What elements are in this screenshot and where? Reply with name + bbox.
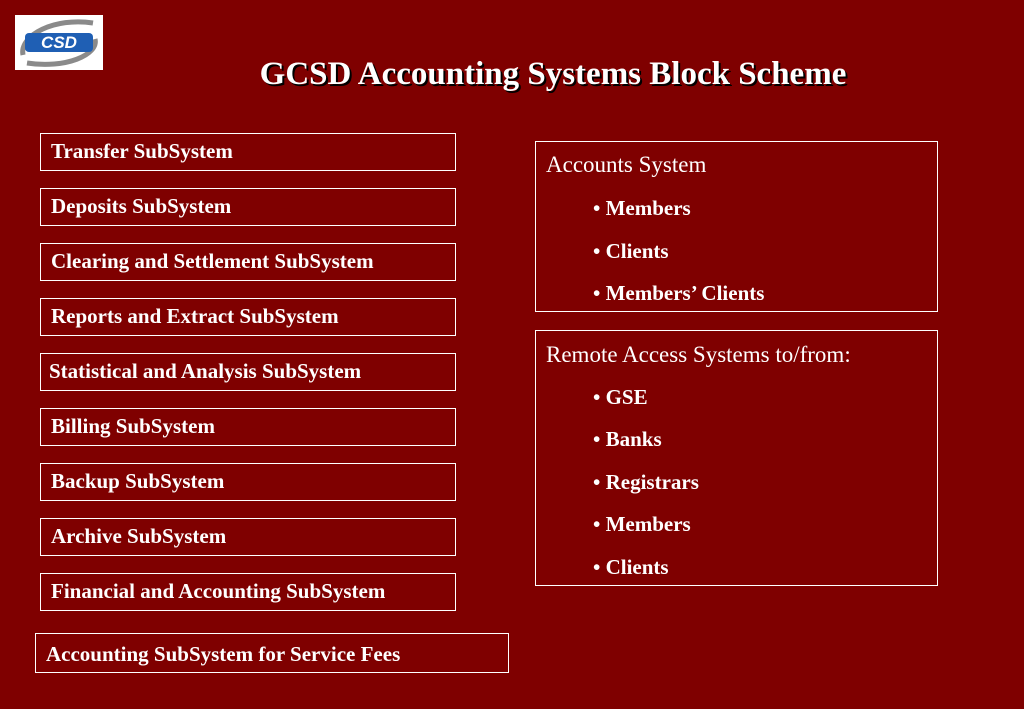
subsystem-billing: Billing SubSystem — [40, 408, 456, 446]
subsystem-archive: Archive SubSystem — [40, 518, 456, 556]
accounts-item-members-clients: • Members’ Clients — [593, 281, 765, 305]
accounts-item-clients: • Clients — [593, 239, 669, 263]
subsystem-transfer: Transfer SubSystem — [40, 133, 456, 171]
accounts-system-panel — [535, 141, 938, 312]
subsystem-backup: Backup SubSystem — [40, 463, 456, 501]
remote-item-clients: • Clients — [593, 555, 669, 579]
remote-item-banks: • Banks — [593, 427, 662, 451]
subsystem-clearing-settlement: Clearing and Settlement SubSystem — [40, 243, 456, 281]
accounts-system-title: Accounts System — [546, 152, 707, 177]
subsystem-deposits: Deposits SubSystem — [40, 188, 456, 226]
remote-access-panel — [535, 330, 938, 586]
subsystem-statistical-analysis: Statistical and Analysis SubSystem — [40, 353, 456, 391]
page-title: GCSD Accounting Systems Block Scheme — [259, 56, 847, 92]
remote-item-registrars: • Registrars — [593, 470, 699, 494]
subsystem-service-fees: Accounting SubSystem for Service Fees — [35, 633, 509, 673]
remote-access-title: Remote Access Systems to/from: — [546, 342, 851, 367]
accounts-item-members: • Members — [593, 196, 691, 220]
subsystem-financial-accounting: Financial and Accounting SubSystem — [40, 573, 456, 611]
subsystem-reports-extract: Reports and Extract SubSystem — [40, 298, 456, 336]
remote-item-members: • Members — [593, 512, 691, 536]
remote-item-gse: • GSE — [593, 385, 648, 409]
logo-text: CSD — [41, 33, 77, 52]
